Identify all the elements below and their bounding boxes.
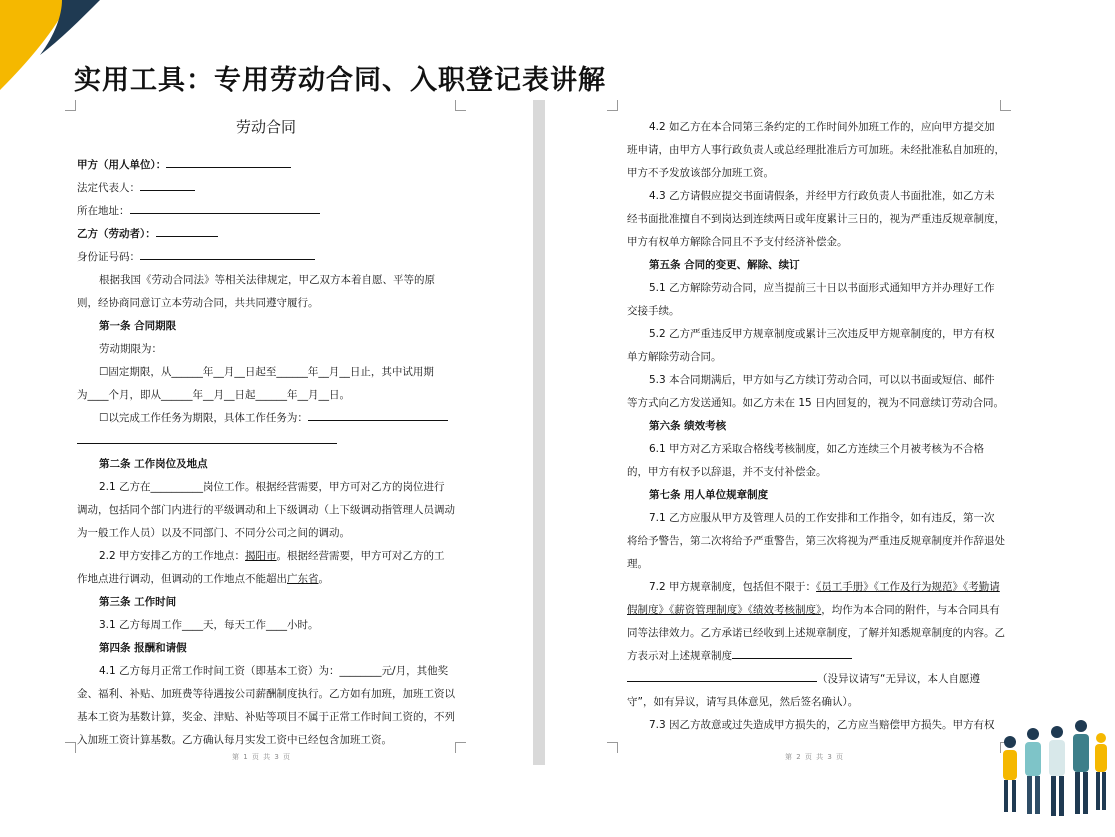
page-number: 第 2 页 共 3 页 xyxy=(785,753,845,761)
article-2-title: 第二条 工作岗位及地点 xyxy=(99,458,208,470)
article-7-3: 7.3 因乙方故意或过失造成甲方损失的，乙方应当赔偿甲方损失。甲方有权 xyxy=(649,719,995,731)
people-illustration xyxy=(995,712,1110,822)
article-1-task: ☐以完成工作任务为期限，具体工作任务为： xyxy=(77,407,455,430)
article-1-term: 劳动期限为： xyxy=(99,343,162,355)
article-7-title: 第七条 用人单位规章制度 xyxy=(649,489,769,501)
party-a-line: 甲方（用人单位）： xyxy=(77,154,455,177)
party-b-line: 乙方（劳动者）： xyxy=(77,223,455,246)
id-number-line: 身份证号码： xyxy=(77,246,455,269)
article-6-title: 第六条 绩效考核 xyxy=(649,420,727,432)
article-5-title: 第五条 合同的变更、解除、续订 xyxy=(649,259,800,271)
article-1-fixed-a: ☐固定期限，从______年__月__日起至______年__月__日止，其中试用期 xyxy=(99,366,434,378)
doc-title: 劳动合同 xyxy=(235,118,296,136)
article-4-title: 第四条 报酬和请假 xyxy=(99,642,187,654)
person-2 xyxy=(1025,728,1041,814)
corner-mark xyxy=(607,742,618,753)
document-page-2 xyxy=(545,100,1045,765)
slide-title: 实用工具：专用劳动合同、入职登记表讲解 xyxy=(74,65,606,96)
corner-mark xyxy=(1000,100,1011,111)
page-divider xyxy=(533,100,545,765)
article-6-1: 6.1 甲方对乙方采取合格线考核制度，如乙方连续三个月被考核为不合格的，甲方有权予以辞退，并不支付补偿金。 xyxy=(627,443,985,478)
corner-mark xyxy=(455,100,466,111)
corner-mark xyxy=(455,742,466,753)
blank-line xyxy=(77,430,455,453)
page-number: 第 1 页 共 3 页 xyxy=(232,753,292,761)
article-3-title: 第三条 工作时间 xyxy=(99,596,177,608)
article-7-2: 7.2 甲方规章制度，包括但不限于：《员工手册》《工作及行为规范》《考勤请假制度》《薪资管理制度》《绩效考核制度》，均作为本合同的附件，与本合同具有同等法律效力。乙方承诺已经收到上述规章制度，了解并知悉规章制度的内容。乙方表示对上述规章制度 （没异议请写“无异议，本人自愿遵守”，如有异议，请写具体意见，然后签名确认）。 xyxy=(627,581,1005,708)
document-body-2 xyxy=(627,116,1005,737)
work-location: 揭阳市 xyxy=(245,550,277,562)
person-3 xyxy=(1049,726,1065,816)
document-body-1 xyxy=(77,114,455,752)
legal-rep-line: 法定代表人： xyxy=(77,177,455,200)
rules-list: 《员工手册》《工作及行为规范》《考勤请假制度》《薪资管理制度》《绩效考核制度》 xyxy=(627,581,1000,616)
person-4 xyxy=(1073,720,1089,814)
person-1 xyxy=(1003,736,1017,812)
corner-mark xyxy=(65,742,76,753)
intro-paragraph: 根据我国《劳动合同法》等相关法律规定，甲乙双方本着自愿、平等的原则，经协商同意订立本劳动合同，共共同遵守履行。 xyxy=(77,274,435,309)
article-1-fixed-b: 为____个月，即从______年__月__日起______年__月__日。 xyxy=(77,389,350,401)
article-7-1: 7.1 乙方应服从甲方及管理人员的工作安排和工作指令，如有违反，第一次将给予警告，第二次将给予严重警告，第三次将视为严重违反规章制度并作辞退处理。 xyxy=(627,512,1005,570)
article-5-3: 5.3 本合同期满后，甲方如与乙方续订劳动合同，可以以书面或短信、邮件等方式向乙方发送通知。如乙方未在 15 日内回复的，视为不同意续订劳动合同。 xyxy=(627,374,1005,409)
person-5 xyxy=(1095,733,1107,810)
article-4-3: 4.3 乙方请假应提交书面请假条，并经甲方行政负责人书面批准，如乙方未经书面批准擅自不到岗达到连续两日或年度累计三日的，视为严重违反规章制度，甲方有权单方解除合同且不予支付经济补偿金。 xyxy=(627,190,1005,248)
article-4-1: 4.1 乙方每月正常工作时间工资（即基本工资）为：________元/月，其他奖金、福利、补贴、加班费等待遇按公司薪酬制度执行。乙方如有加班，加班工资以基本工资为基数计算，奖金、津贴、补贴等项目不属于正常工作时间工资的，不列入加班工资计算基数。乙方确认每月实发工资中已经包含加班工资。 xyxy=(77,665,455,746)
article-1-title: 第一条 合同期限 xyxy=(99,320,177,332)
article-2-1: 2.1 乙方在__________岗位工作。根据经营需要，甲方可对乙方的岗位进行调动，包括同个部门内进行的平级调动和上下级调动（上下级调动指管理人员调动为一般工作人员）以及不同部门、不同分公司之间的调动。 xyxy=(77,481,455,539)
document-page-1 xyxy=(40,100,532,765)
work-province: 广东省 xyxy=(287,573,319,585)
corner-mark xyxy=(607,100,618,111)
article-3-1: 3.1 乙方每周工作____天，每天工作____小时。 xyxy=(99,619,319,631)
article-5-1: 5.1 乙方解除劳动合同，应当提前三十日以书面形式通知甲方并办理好工作交接手续。 xyxy=(627,282,995,317)
address-line: 所在地址： xyxy=(77,200,455,223)
corner-mark xyxy=(65,100,76,111)
article-2-2: 2.2 甲方安排乙方的工作地点：揭阳市。根据经营需要，甲方可对乙方的工作地点进行调动，但调动的工作地点不能超出广东省。 xyxy=(77,550,445,585)
article-5-2: 5.2 乙方严重违反甲方规章制度或累计三次违反甲方规章制度的，甲方有权单方解除劳动合同。 xyxy=(627,328,995,363)
article-4-2: 4.2 如乙方在本合同第三条约定的工作时间外加班工作的，应向甲方提交加班申请，由甲方人事行政负责人或总经理批准后方可加班。未经批准私自加班的，甲方不予发放该部分加班工资。 xyxy=(627,121,1005,179)
